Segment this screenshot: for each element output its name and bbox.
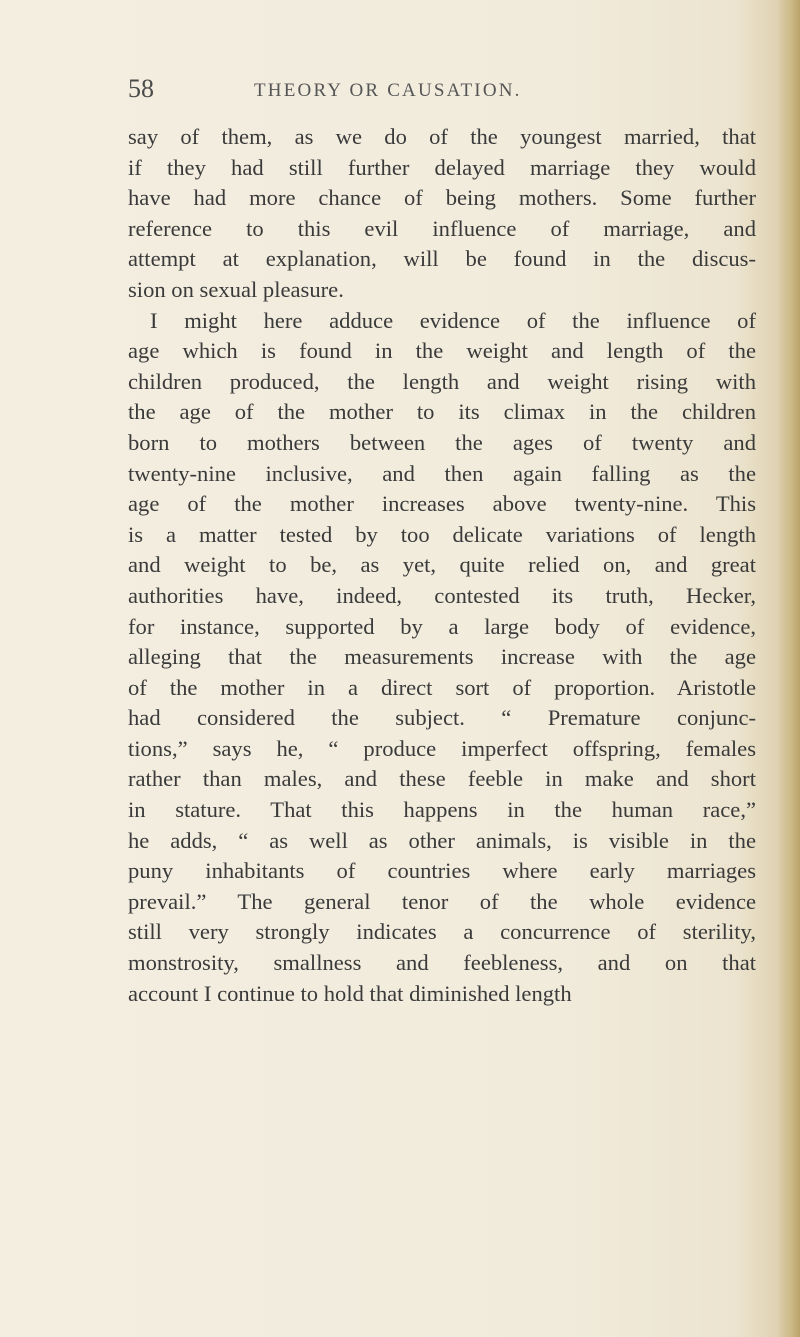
page-edge-shadow — [778, 0, 800, 1337]
running-head: THEORY OR CAUSATION. — [254, 80, 522, 101]
text-line: and weight to be, as yet, quite relied on, and great — [128, 552, 756, 578]
text-line: in stature. That this happens in the human race,” — [128, 797, 756, 823]
text-line: the age of the mother to its climax in the children — [128, 399, 756, 425]
text-line: if they had still further delayed marriage they would — [128, 154, 756, 180]
page-number: 58 — [128, 74, 154, 103]
text-line: authorities have, indeed, contested its truth, Hecker, — [128, 582, 756, 608]
text-line: of the mother in a direct sort of proportion. Aristotle — [128, 674, 756, 700]
text-line: tions,” says he, “ produce imperfect offspring, females — [128, 735, 756, 761]
body-text — [128, 122, 756, 1009]
text-line: still very strongly indicates a concurrence of sterility, — [128, 919, 756, 945]
text-line: is a matter tested by too delicate variations of length — [128, 521, 756, 547]
text-line: sion on sexual pleasure. — [128, 276, 344, 302]
text-line: alleging that the measurements increase with the age — [128, 644, 756, 670]
text-line: for instance, supported by a large body of evidence, — [128, 613, 756, 639]
text-line: prevail.” The general tenor of the whole evidence — [128, 888, 756, 914]
text-line: reference to this evil influence of marriage, and — [128, 215, 756, 241]
page-header — [128, 74, 748, 114]
text-line: puny inhabitants of countries where early marriages — [128, 858, 756, 884]
text-line: age which is found in the weight and length of the — [128, 338, 756, 364]
text-line: age of the mother increases above twenty-nine. This — [128, 491, 756, 517]
text-line: twenty-nine inclusive, and then again falling as the — [128, 460, 756, 486]
text-line: have had more chance of being mothers. Some further — [128, 185, 756, 211]
text-line: I might here adduce evidence of the influence of — [150, 307, 756, 333]
text-line: monstrosity, smallness and feebleness, and on that — [128, 950, 756, 976]
text-line: he adds, “ as well as other animals, is visible in the — [128, 827, 756, 853]
text-line: born to mothers between the ages of twenty and — [128, 429, 756, 455]
text-line: children produced, the length and weight rising with — [128, 368, 756, 394]
text-line: say of them, as we do of the youngest married, that — [128, 124, 756, 149]
text-line: account I continue to hold that diminished length — [128, 980, 572, 1006]
text-line: rather than males, and these feeble in make and short — [128, 766, 756, 792]
text-line: had considered the subject. “ Premature conjunc- — [128, 705, 756, 731]
text-line: attempt at explanation, will be found in the discus- — [128, 246, 756, 272]
